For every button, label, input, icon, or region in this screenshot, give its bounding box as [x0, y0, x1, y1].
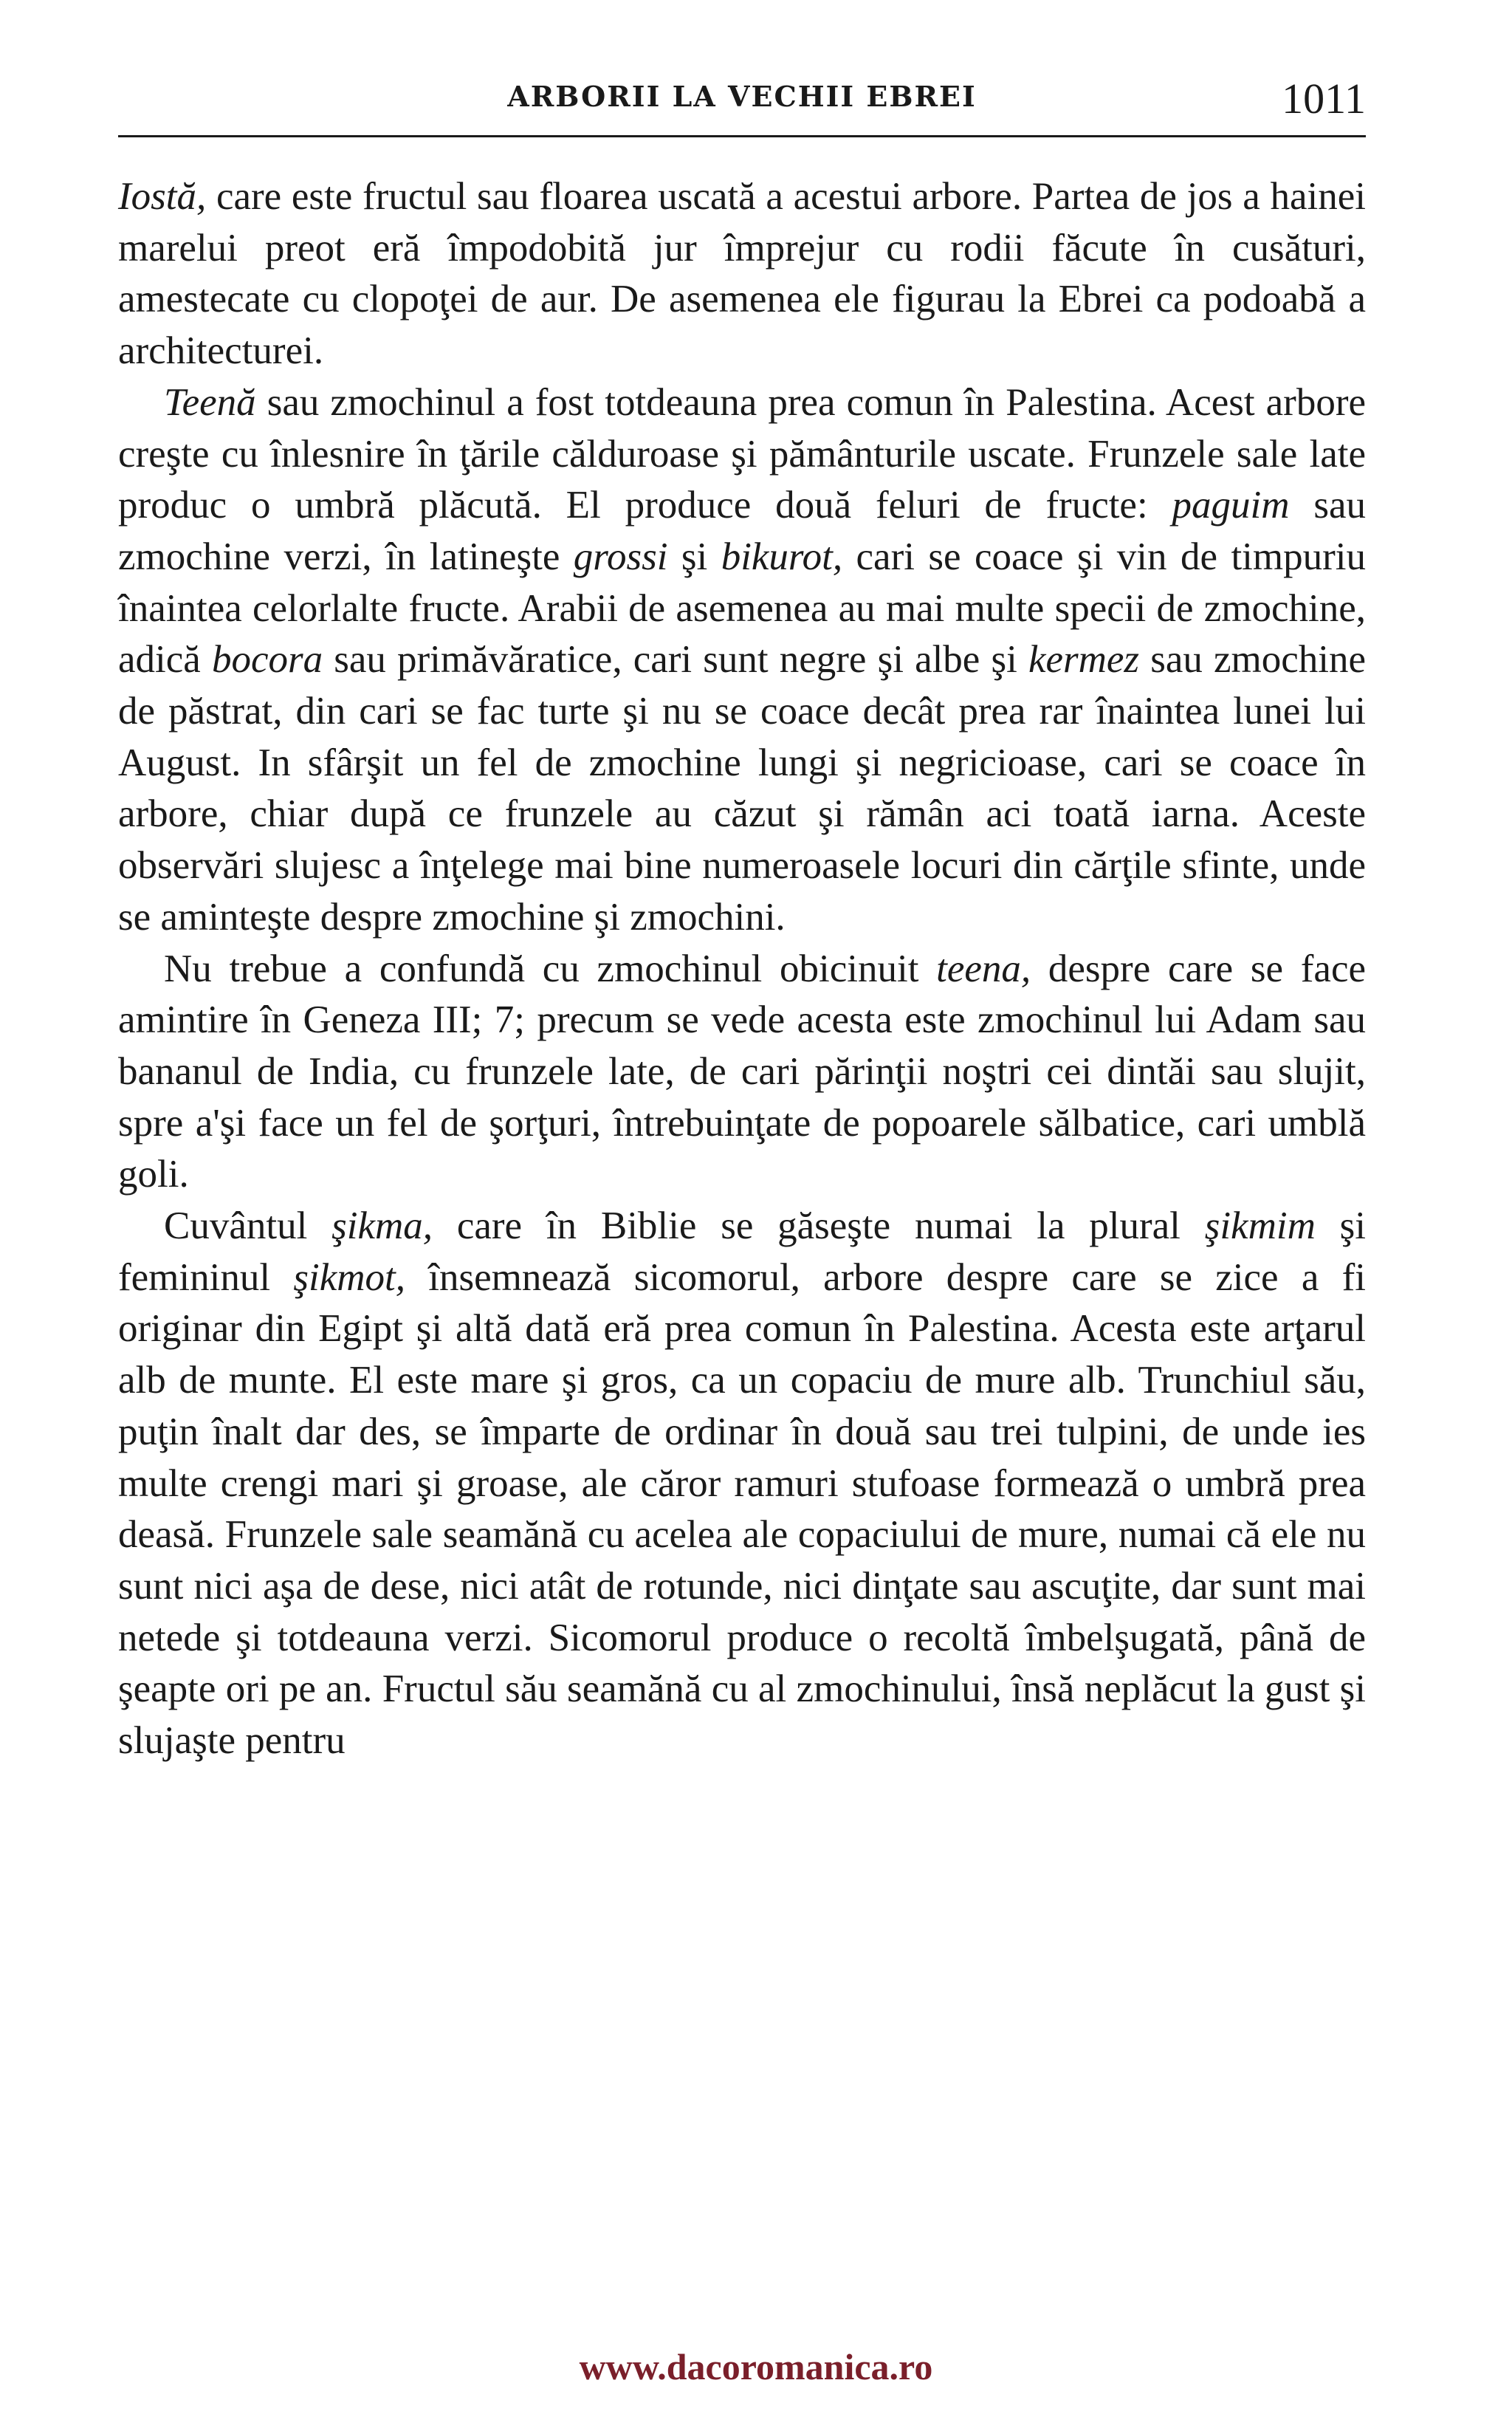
footer-url[interactable]: www.dacoromanica.ro — [579, 2346, 933, 2387]
italic-term: şikma, — [331, 1204, 433, 1248]
text-run: sau zmochine verzi, în latineşte — [118, 484, 1366, 578]
text-run: sau primăvăratice, cari sunt negre şi albe şi — [323, 638, 1028, 682]
running-title: ARBORII LA VECHII EBREI — [507, 80, 977, 113]
text-run: Nu trebue a confundă cu zmochinul obicinuit — [164, 947, 937, 990]
paragraph — [118, 1201, 1366, 1767]
text-run: şi — [667, 535, 721, 578]
italic-term: bikurot, — [721, 535, 843, 578]
italic-term: grossi — [573, 535, 668, 578]
italic-term: şikmot, — [293, 1255, 405, 1299]
text-run: însemnează sicomorul, arbore despre care se zice a fi originar din Egipt şi altă dată eră prea comun în Palestina. Acesta este arţarul alb de munte. El este mare şi gros, ca un copaciu de mure alb. Trunchiul său, puţin înalt dar des, se împarte de ordinar în două sau trei tulpini, de unde ies multe crengi mari şi groase, ale căror ramuri stufoase formează o umbră prea deasă. Frunzele sale seamănă cu acelea ale copaciului de mure, numai că ele nu sunt nici aşa de dese, nici atât de rotunde, nici dinţate sau ascuţite, dar sunt mai netede şi totdeauna verzi. Sicomorul produce o recoltă îmbelşugată, până de şeapte ori pe an. Fructul său seamănă cu al zmochinului, însă neplăcut la gust şi slujaşte pentru — [118, 1255, 1367, 1763]
italic-term: kermez — [1028, 638, 1140, 682]
italic-term: bocora — [211, 638, 323, 682]
header-rule — [118, 135, 1366, 137]
paragraph — [118, 944, 1366, 1201]
text-run: sau zmochine de păstrat, din cari se fac turte şi nu se coace decât prea rar înaintea lunei lui August. In sfârşit un fel de zmochine lungi şi negricioase, cari se coace în arbore, chiar după ce frunzele au căzut şi rămân aci toată iarna. Aceste observări slujesc a înţelege mai bine numeroasele locuri din cărţile sfinte, unde se aminteşte despre zmochine şi zmochini. — [118, 638, 1366, 939]
text-run: Cuvântul — [164, 1204, 332, 1248]
text-run: care în Biblie se găseşte numai la plural — [433, 1204, 1205, 1248]
paragraph — [118, 171, 1366, 377]
italic-term: şikmim — [1204, 1204, 1316, 1248]
text-run: care este fructul sau floarea uscată a acestui arbore. Partea de jos a hainei marelui preot eră împodobită jur împrejur cu rodii făcute în cusături, amestecate cu clopoţei de aur. De asemenea ele figurau la Ebrei ca podoabă a architecturei. — [118, 175, 1366, 373]
text-run: şi femininul — [118, 1204, 1367, 1299]
italic-term: paguim — [1172, 484, 1290, 527]
paragraph — [118, 377, 1366, 944]
page-header — [118, 74, 1366, 133]
text-run: cari se coace şi vin de timpuriu înaintea celorlalte fructe. Arabii de asemenea au mai multe specii de zmochine, adică — [118, 535, 1366, 682]
italic-term: teena, — [936, 947, 1031, 990]
text-run: sau zmochinul a fost totdeauna prea comun în Palestina. Acest arbore creşte cu înlesnire în ţările călduroase şi pământurile uscate. Frunzele sale late produc o umbră plăcută. El produce două feluri de fructe: — [118, 380, 1366, 527]
italic-term: Iostă, — [118, 175, 207, 218]
italic-term: Teenă — [164, 380, 256, 424]
body-text — [118, 171, 1366, 1767]
text-run: despre care se face amintire în Geneza III; 7; precum se vede acesta este zmochinul lui Adam sau bananul de India, cu frunzele late, de cari părinţii noştri cei dintăi sau slujit, spre a'şi face un fel de şorţuri, întrebuinţate de popoarele sălbatice, cari umblă goli. — [118, 947, 1366, 1196]
page-number: 1011 — [1282, 75, 1366, 123]
